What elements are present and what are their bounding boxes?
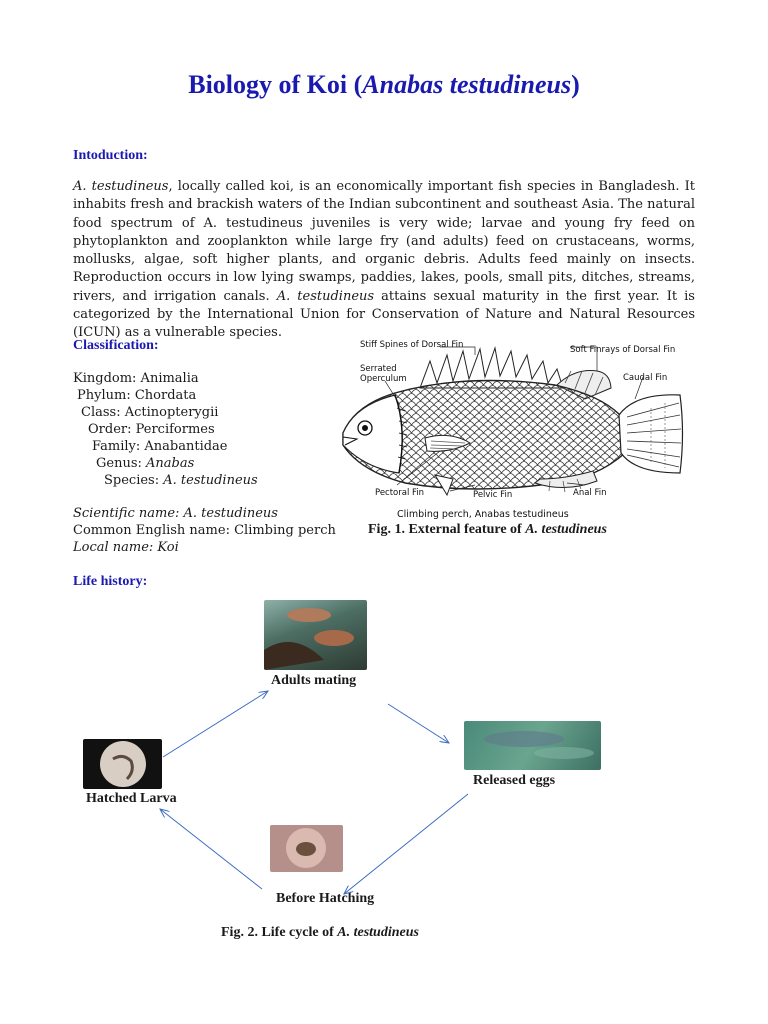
dorsal-spines-label: Stiff Spines of Dorsal Fin <box>360 340 464 350</box>
scientific-name: Scientific name: A. testudineus <box>73 506 278 521</box>
pectoral-label: Pectoral Fin <box>375 488 425 498</box>
anal-label: Anal Fin <box>573 488 607 498</box>
hatched-larva-label: Hatched Larva <box>86 791 177 806</box>
operculum-label: Operculum <box>360 374 407 384</box>
phylum: Phylum: Chordata <box>77 388 197 403</box>
kingdom: Kingdom: Animalia <box>73 371 199 386</box>
arrow-larva-to-adults <box>163 691 268 757</box>
released-eggs-label: Released eggs <box>473 773 556 788</box>
serrated-label: Serrated <box>360 364 397 374</box>
arrow-adults-to-eggs <box>388 704 449 743</box>
arrow-before-hatching-to-larva <box>160 809 262 889</box>
pelvic-label: Pelvic Fin <box>473 490 513 500</box>
before-hatching-label: Before Hatching <box>276 891 375 906</box>
page-title: Biology of Koi (Anabas testudineus) <box>188 70 580 99</box>
intro-paragraph: A. testudineus, locally called koi, is an economically important fish species in Bangladesh. It inhabits fresh and brackish waters of the Indian subcontinent and southeast Asia. The natural food spectrum of A. testudineus juveniles is very wide; larvae and young fry feed on phytoplankton and zooplankton while large fry (and adults) feed on crustaceans, worms, mollusks, algae, soft higher plants, and organic debris. Adults feed mainly on insects. Reproduction occurs in low lying swamps, paddies, lakes, pools, small pits, ditches, streams, rivers, and irrigation canals. A. testudineus attains sexual maturity in the first year. It is categorized by the International Union for Conservation of Nature and Natural Resources (ICUN) as a vulnerable species. <box>73 179 695 341</box>
arrow-eggs-to-before-hatching <box>344 794 468 894</box>
species: Species: A. testudineus <box>104 473 258 488</box>
intro-heading: Intoduction: <box>73 148 148 163</box>
class: Class: Actinopterygii <box>81 405 219 420</box>
local-name: Local name: Koi <box>73 540 179 555</box>
genus: Genus: Anabas <box>96 456 195 471</box>
life-history-heading: Life history: <box>73 574 148 589</box>
family: Family: Anabantidae <box>92 439 228 454</box>
fig2-caption: Fig. 2. Life cycle of A. testudineus <box>221 925 419 940</box>
fish-bottom-label: Climbing perch, Anabas testudineus <box>397 509 569 520</box>
soft-dorsal-label: Soft Finrays of Dorsal Fin <box>570 345 676 355</box>
common-name: Common English name: Climbing perch <box>73 523 336 538</box>
adults-mating-label: Adults mating <box>271 673 357 688</box>
fig1-caption: Fig. 1. External feature of A. testudineus <box>368 522 607 537</box>
caudal-label: Caudal Fin <box>623 373 668 383</box>
order: Order: Perciformes <box>88 422 215 437</box>
classification-heading: Classification: <box>73 338 159 353</box>
